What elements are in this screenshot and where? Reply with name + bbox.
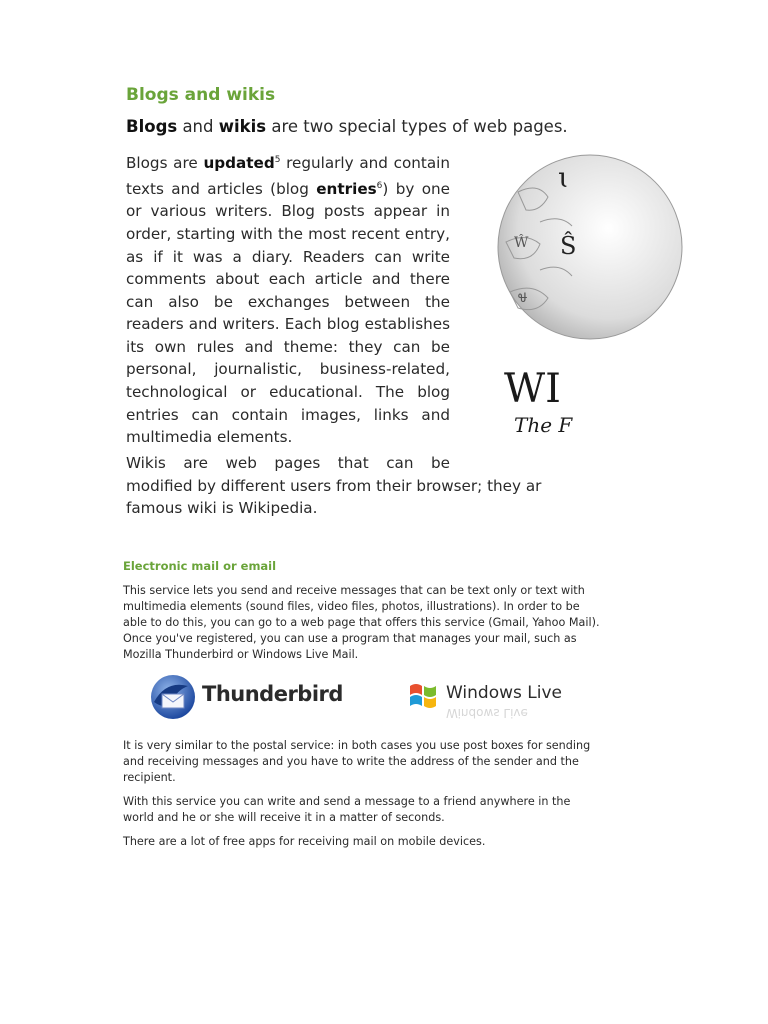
- term-entries: entries: [316, 179, 377, 198]
- svg-text:ɩ: ɩ: [558, 161, 569, 194]
- section-title-email: Electronic mail or email: [123, 559, 277, 573]
- thunderbird-icon: [148, 672, 198, 722]
- svg-text:Ꮰ: Ꮰ: [518, 291, 528, 306]
- intro-rest: are two special types of web pages.: [266, 117, 568, 136]
- term-updated: updated: [203, 154, 275, 173]
- windows-flag-icon: [406, 678, 442, 714]
- blog-text-1: Blogs are: [126, 154, 204, 173]
- term-wikis: wikis: [218, 117, 267, 136]
- email-paragraph-1: This service lets you send and receive messages that can be text only or text with multimedia elements (sound files, video files, photos, illustrations). In order to be able to do this, you can go to a web page that offers this service (Gmail, Yahoo Mail). Once you've registered, you can use a program that manages your mail, such as Mozilla Thunderbird or Windows Live Mail.: [123, 584, 600, 661]
- wikipedia-logo: [478, 152, 577, 442]
- section-title-blogs-wikis: Blogs and wikis: [126, 85, 276, 105]
- wiki-line-2: modified by different users from their browser; they ar: [126, 476, 542, 495]
- intro-sentence: [126, 117, 568, 136]
- wiki-line-3: famous wiki is Wikipedia.: [126, 499, 318, 518]
- svg-text:Ŵ: Ŵ: [514, 235, 529, 251]
- email-paragraph-4: There are a lot of free apps for receiving mail on mobile devices.: [123, 835, 486, 848]
- blog-paragraph: [126, 149, 450, 449]
- wiki-logo-tagline: The F: [514, 413, 573, 437]
- footnote-5: 5: [274, 155, 281, 165]
- windows-live-logo-text: Windows Live: [446, 683, 563, 703]
- wiki-line-1: Wikis are web pages that can be: [126, 454, 450, 472]
- thunderbird-logo: [148, 672, 343, 722]
- blog-text-3: ) by one or various writers. Blog posts appear in order, starting with the most recent entry, as if it was a diary. Readers can write comments about each article and there can also be exchanges between the readers and writers. Each blog establishes its own rules and theme: they can be personal, journalistic, business-related, technological or educational. The blog entries can contain images, links and multimedia elements.: [126, 179, 450, 447]
- svg-text:Ŝ: Ŝ: [560, 232, 577, 260]
- wiki-paragraph: [126, 452, 572, 520]
- term-blogs: Blogs: [126, 117, 178, 136]
- email-paragraph-2: It is very similar to the postal service: in both cases you use post boxes for sending and receiving messages and you have to write the address of the sender and the recipient.: [123, 739, 591, 784]
- wikipedia-globe-icon: [478, 152, 577, 442]
- thunderbird-logo-text: Thunderbird: [202, 682, 343, 706]
- windows-live-reflection: Windows Live: [446, 706, 528, 720]
- intro-and: and: [177, 117, 219, 136]
- footnote-6: 6: [376, 180, 383, 191]
- blog-text-2: regularly and contain texts and articles (blog: [126, 154, 450, 198]
- email-paragraph-3: With this service you can write and send a message to a friend anywhere in the world and he or she will receive it in a matter of seconds.: [123, 795, 571, 824]
- windows-live-logo: [406, 676, 566, 726]
- wiki-logo-text: WI: [504, 366, 561, 412]
